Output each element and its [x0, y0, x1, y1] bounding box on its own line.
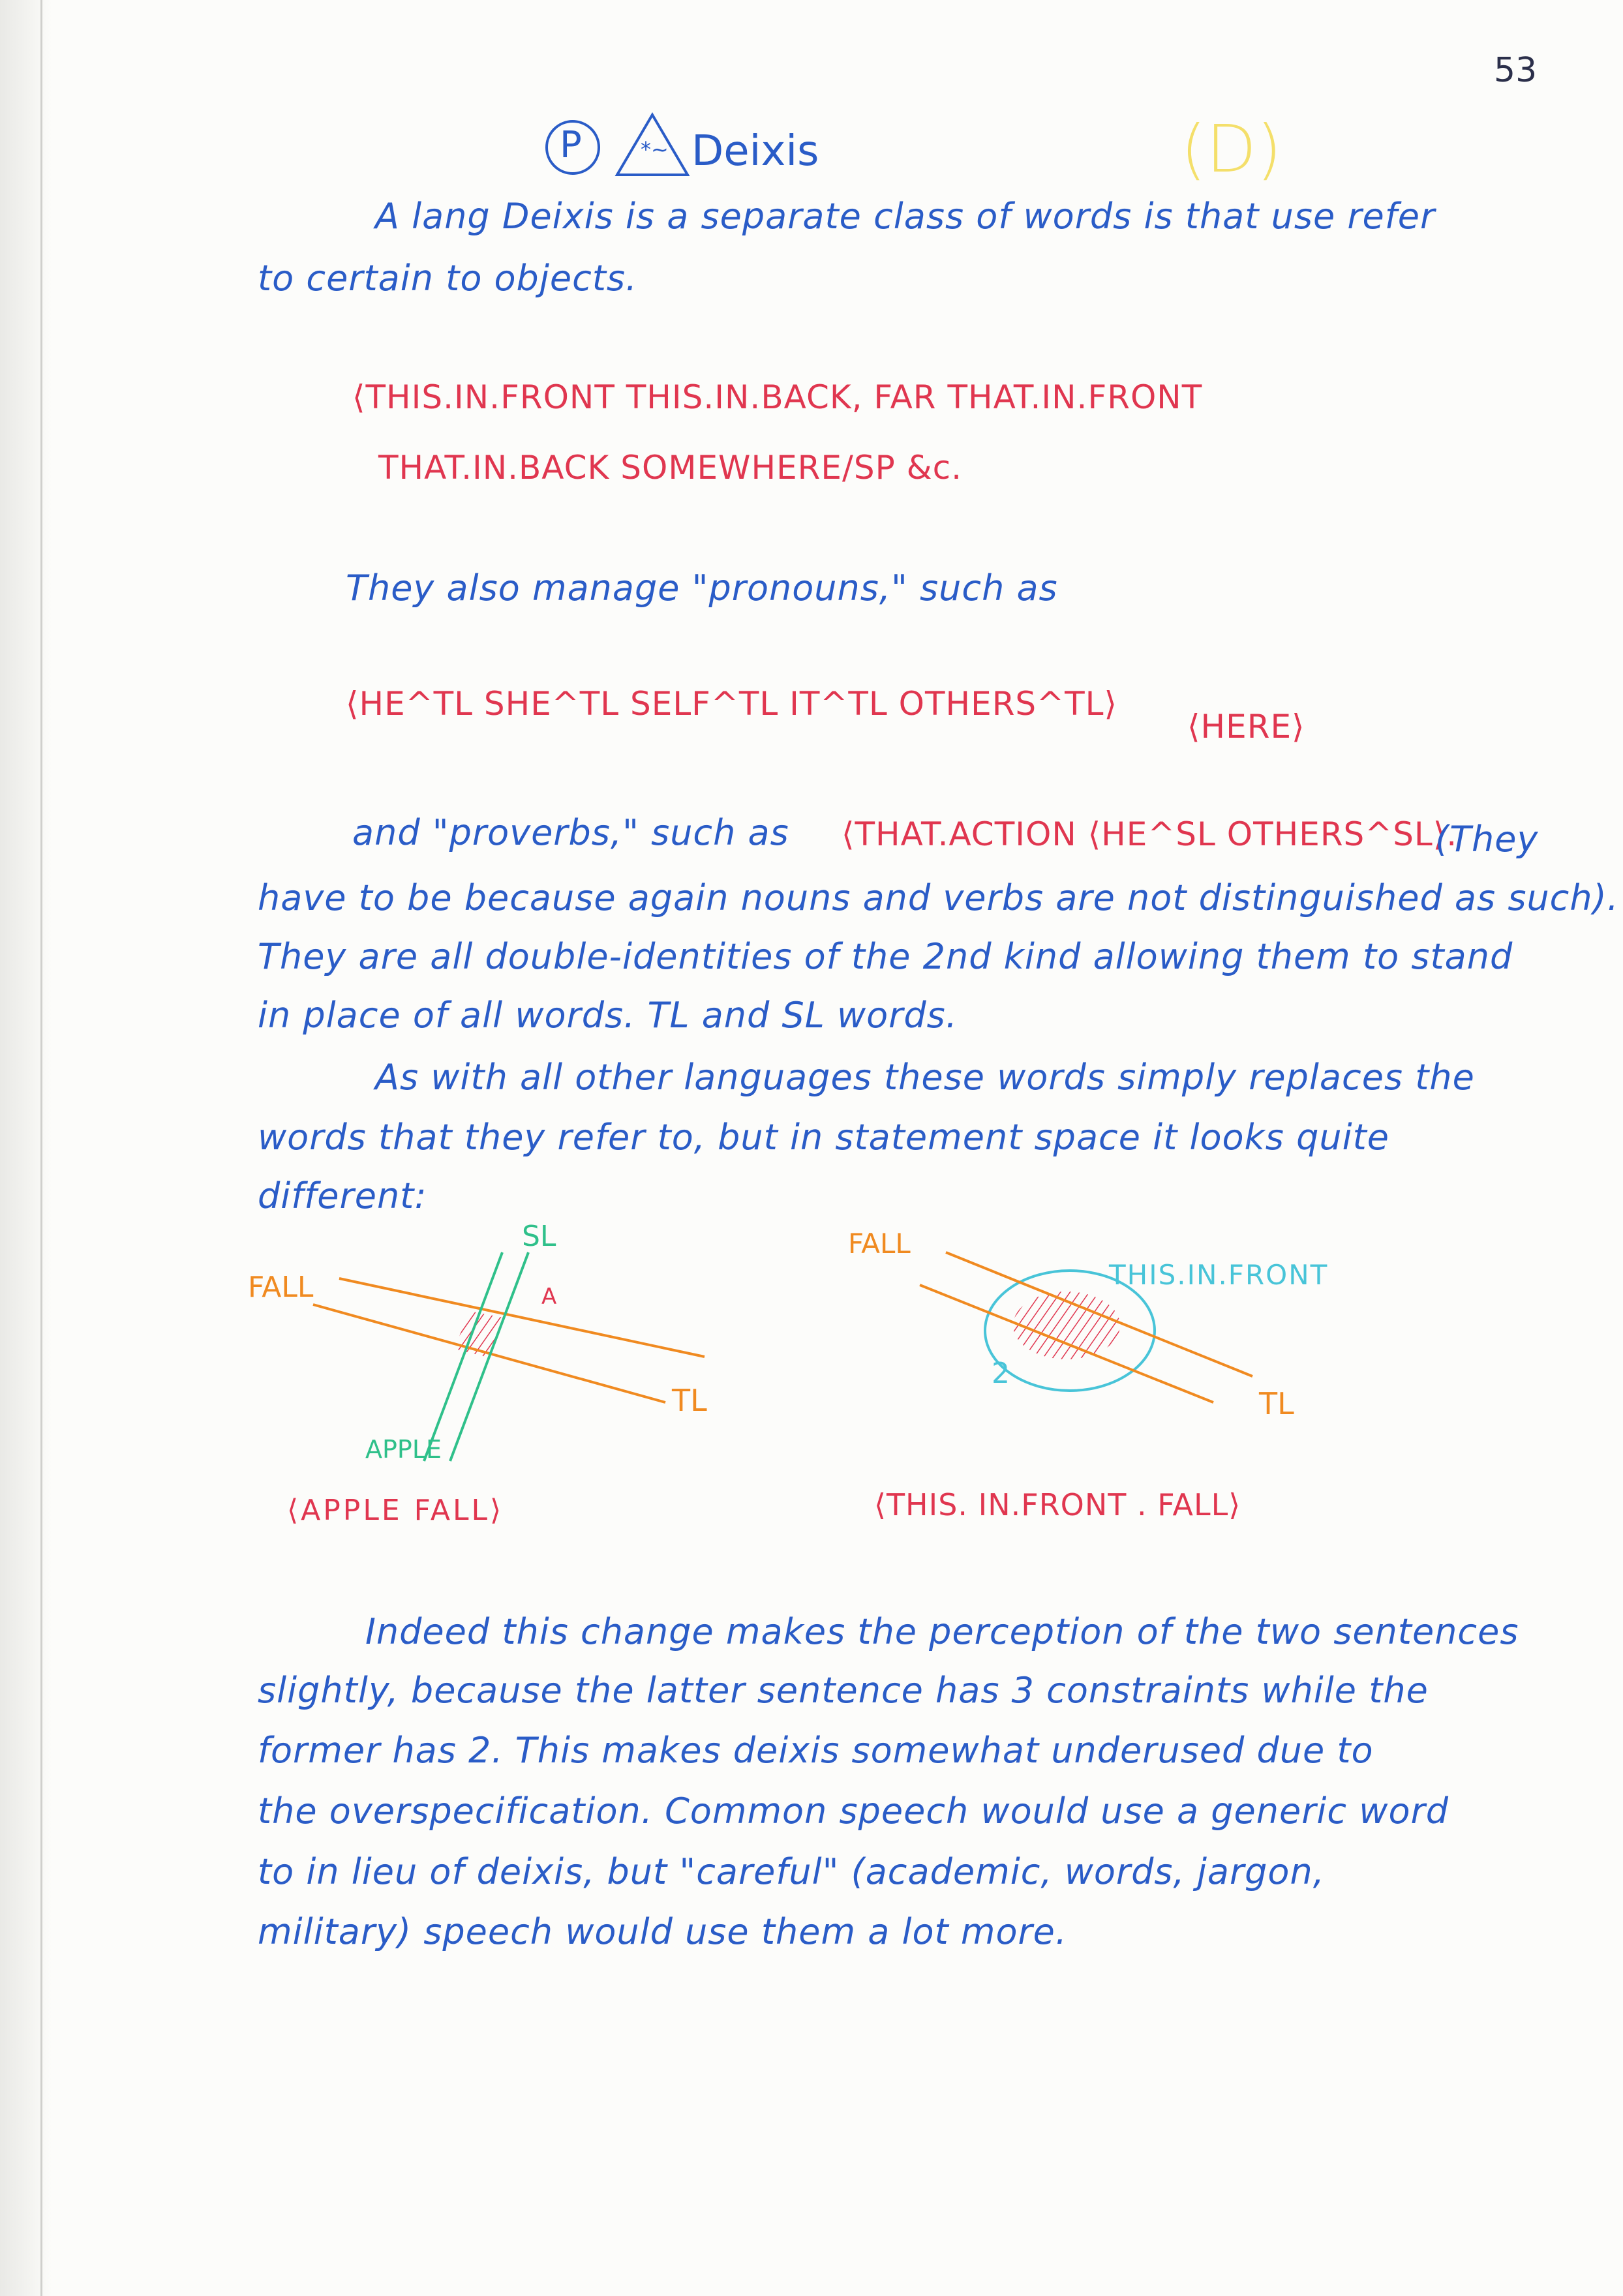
closing-line-3: former has 2. This makes deixis somewhat underused due to [258, 1730, 1374, 1771]
closing-line-2: slightly, because the latter sentence has 3 constraints while the [258, 1670, 1429, 1711]
statement-line-1: As with all other languages these words simply replaces the [375, 1057, 1475, 1098]
left-label-apple: APPLE [365, 1435, 442, 1464]
here-example: ⟨HERE⟩ [1187, 708, 1305, 746]
left-caption: ⟨APPLE FALL⟩ [287, 1494, 504, 1527]
p-badge-letter: P [560, 124, 582, 166]
closing-line-1: Indeed this change makes the perception of the two sentences [365, 1611, 1519, 1652]
triangle-badge-symbols: *~ [641, 137, 669, 162]
closing-line-4: the overspecification. Common speech would use a generic word [258, 1790, 1449, 1832]
left-label-a: A [541, 1284, 557, 1310]
margin-mark: (D) [1181, 111, 1282, 187]
pronouns-intro: They also manage "pronouns," such as [346, 567, 1058, 609]
left-label-sl: SL [522, 1220, 556, 1253]
proverbs-line-1a: and "proverbs," such as [352, 812, 789, 853]
binding-edge [40, 0, 42, 2296]
page-binding [0, 0, 52, 2296]
fall-line-upper [339, 1278, 705, 1357]
intro-line-1: A lang Deixis is a separate class of words is that use refer [375, 196, 1436, 237]
right-label-fall: FALL [848, 1228, 911, 1260]
proverbs-line-4: in place of all words. TL and SL words. [258, 995, 958, 1036]
left-diagram [248, 1213, 770, 1500]
statement-line-3: different: [258, 1175, 427, 1216]
left-label-fall: FALL [248, 1271, 314, 1304]
page-title: Deixis [691, 127, 819, 175]
example-line-1: ⟨THIS.IN.FRONT THIS.IN.BACK, FAR THAT.IN.FRONT [352, 378, 1203, 416]
right-label-this: THIS.IN.FRONT [1109, 1259, 1329, 1291]
statement-line-2: words that they refer to, but in statement space it looks quite [258, 1117, 1389, 1158]
right-caption: ⟨THIS. IN.FRONT . FALL⟩ [874, 1487, 1241, 1522]
proverbs-line-3: They are all double-identities of the 2nd kind allowing them to stand [258, 936, 1513, 977]
closing-line-5: to in lieu of deixis, but "careful" (academic, words, jargon, [258, 1851, 1325, 1892]
left-label-tl: TL [672, 1383, 707, 1418]
example-line-2: THAT.IN.BACK SOMEWHERE/SP &c. [378, 449, 963, 487]
page-number: 53 [1494, 51, 1538, 90]
proverbs-line-1b: ⟨THAT.ACTION ⟨HE^SL OTHERS^SL⟩. [842, 815, 1458, 853]
pronoun-list: ⟨HE^TL SHE^TL SELF^TL IT^TL OTHERS^TL⟩ [346, 685, 1117, 723]
proverbs-line-1c: (They [1435, 819, 1539, 860]
proverbs-line-2: have to be because again nouns and verbs are not distinguished as such). [258, 877, 1619, 918]
right-label-tl: TL [1259, 1386, 1294, 1421]
intro-line-2: to certain to objects. [258, 258, 638, 299]
right-label-num: 2 [992, 1357, 1010, 1390]
closing-line-6: military) speech would use them a lot more. [258, 1911, 1068, 1952]
